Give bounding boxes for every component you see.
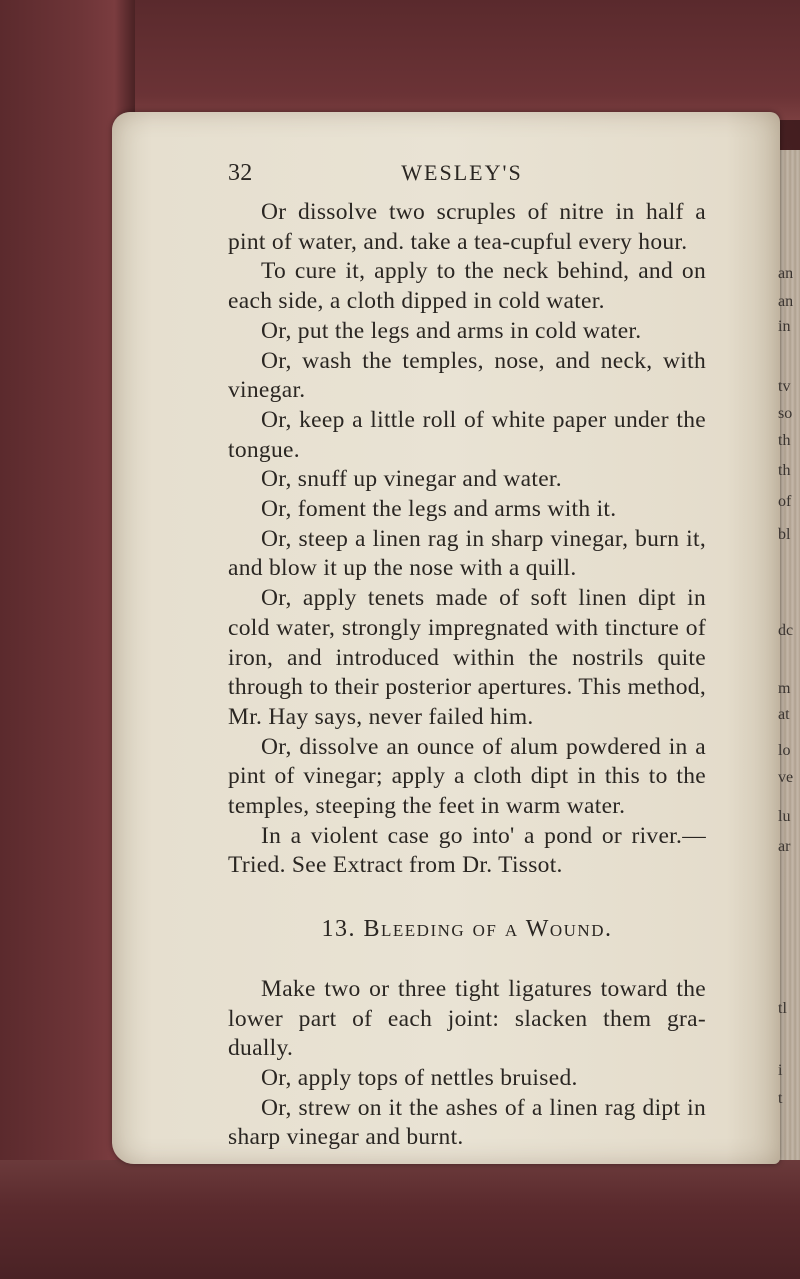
- paragraph: Or, put the legs and arms in cold water.: [261, 317, 642, 344]
- facing-page-fragment: bl: [778, 526, 791, 543]
- facing-page-fragment: lu: [778, 808, 791, 825]
- paragraph: Or, wash the temples, nose, and neck, with vinegar.: [228, 347, 706, 404]
- paragraph: Make two or three tight ligatures toward the lower part of each joint: slacken them gra- dually.: [228, 975, 706, 1062]
- facing-page-fragment: at: [778, 706, 790, 723]
- page-number: 32: [228, 160, 253, 186]
- facing-page-fragment: lo: [778, 742, 791, 759]
- facing-page-fragment: i: [778, 1062, 783, 1079]
- paragraph: Or, apply tenets made of soft linen dipt in cold water, strongly impregnated with tincture of iron, and introduced within the nostrils quite through to their posterior apertures. This method, Mr. Hay says, never failed him.: [228, 585, 706, 730]
- page-header: [228, 158, 706, 198]
- facing-page-fragment: tv: [778, 378, 791, 395]
- facing-page-fragment: an: [778, 265, 794, 282]
- facing-page-fragment: tl: [778, 1000, 787, 1017]
- page-text: [228, 158, 706, 1153]
- book-cover-bottom: [0, 1160, 800, 1279]
- paragraph: To cure it, apply to the neck behind, and on each side, a cloth dipped in cold water.: [228, 258, 706, 315]
- facing-page-fragment: ve: [778, 769, 794, 786]
- facing-page-fragment: th: [778, 432, 791, 449]
- paragraph: Or, keep a little roll of white paper under the tongue.: [228, 406, 706, 463]
- paragraph: Or, steep a linen rag in sharp vinegar, burn it, and blow it up the nose with a quill.: [228, 525, 706, 582]
- facing-page-fragment: th: [778, 462, 791, 479]
- paragraph: In a violent case go into' a pond or river.— Tried. See Extract from Dr. Tissot.: [228, 822, 706, 879]
- section-heading: 13. Bleeding of a Wound.: [321, 916, 613, 943]
- facing-page-fragment: ar: [778, 838, 791, 855]
- facing-page-fragment: dc: [778, 622, 794, 639]
- facing-page-fragment: an: [778, 293, 794, 310]
- facing-page-fragment: of: [778, 493, 792, 510]
- paragraph: Or, snuff up vinegar and water.: [261, 466, 562, 493]
- paragraph: Or, foment the legs and arms with it.: [261, 496, 617, 523]
- facing-page-fragment: so: [778, 405, 793, 422]
- facing-page-fragment: t: [778, 1090, 783, 1107]
- paragraph: Or dissolve two scruples of nitre in half a pint of water, and. take a tea-cupful every hour.: [228, 199, 706, 255]
- running-head: WESLEY'S: [401, 160, 523, 185]
- paragraph: Or, strew on it the ashes of a linen rag dipt in sharp vinegar and burnt.: [228, 1094, 706, 1151]
- facing-page-fragment: in: [778, 318, 791, 335]
- paragraph: Or, dissolve an ounce of alum powdered in a pint of vinegar; apply a cloth dipt in this to the temples, steeping the feet in warm water.: [228, 733, 706, 820]
- facing-page-fragment: m: [778, 680, 791, 697]
- paragraph: Or, apply tops of nettles bruised.: [261, 1064, 578, 1091]
